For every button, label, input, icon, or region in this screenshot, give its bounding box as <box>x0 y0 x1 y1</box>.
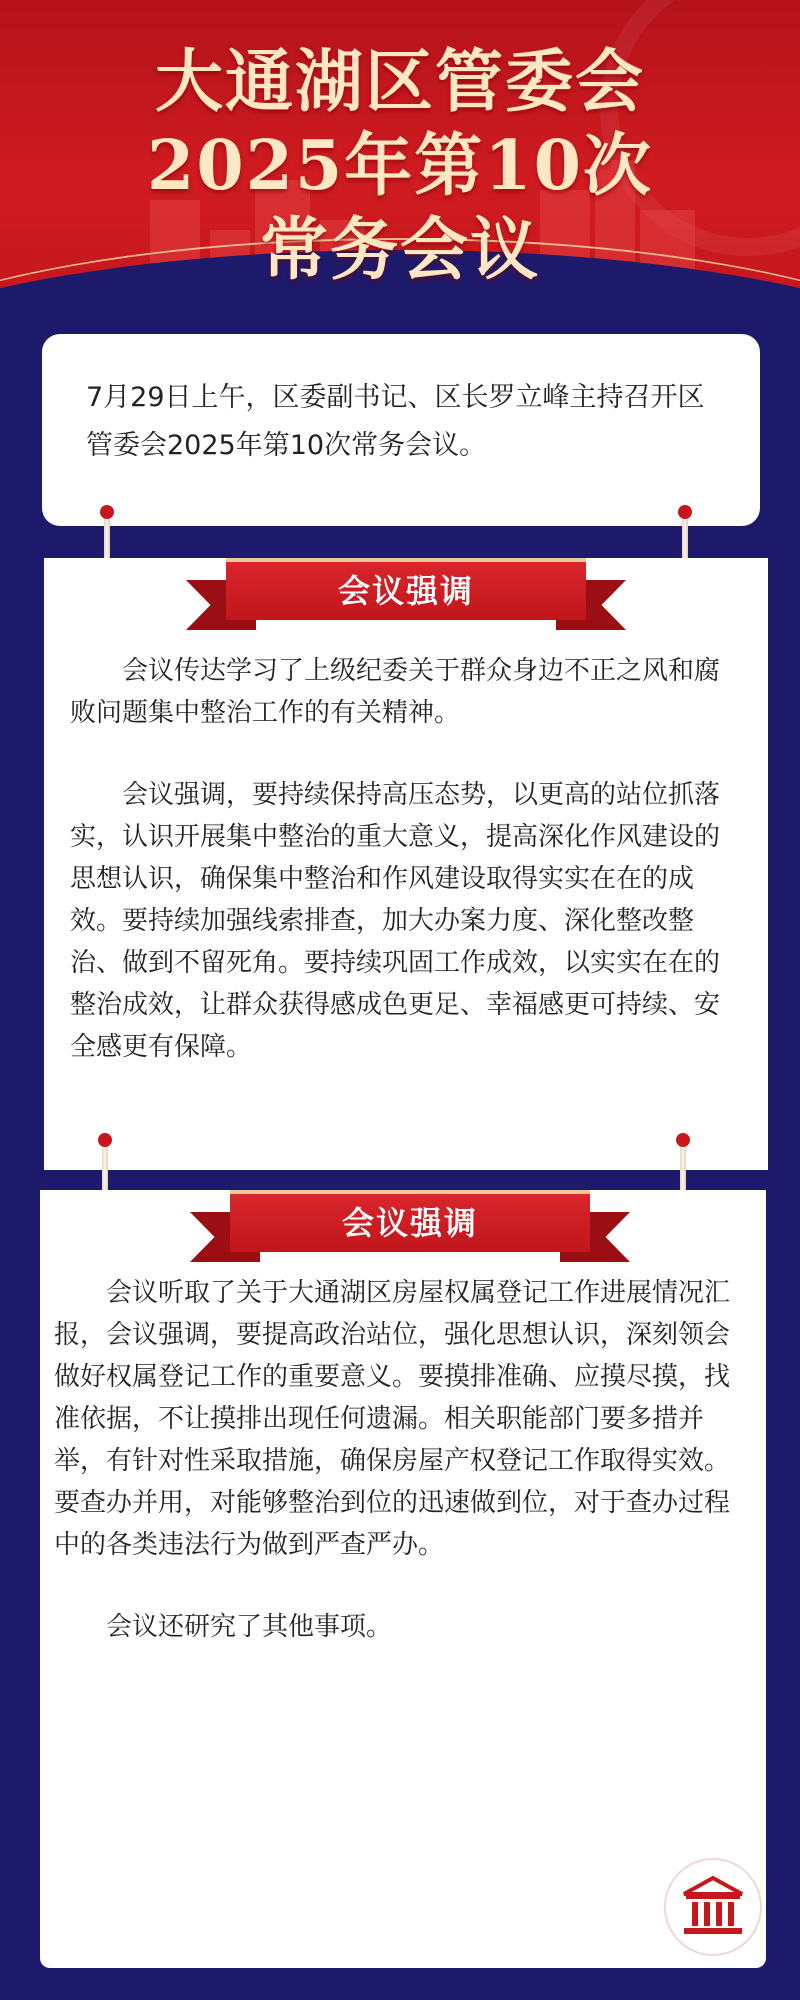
paragraph: 会议强调，要持续保持高压态势，以更高的站位抓落实，认识开展集中整治的重大意义，提高深化作风建设的思想认识，确保集中整治和作风建设取得实实在在的成效。要持续加强线索排查，加大办案力度、深化整改整治、做到不留死角。要持续巩固工作成效，以实实在在的整治成效，让群众获得感成色更足、幸福感更可持续、安全感更有保障。 <box>70 780 721 1062</box>
paragraph: 会议还研究了其他事项。 <box>106 1612 393 1642</box>
paragraph: 会议听取了关于大通湖区房屋权属登记工作进展情况汇报，会议强调，要提高政治站位，强化思想认识，深刻领会做好权属登记工作的重要意义。要摸排准确、应摸尽摸，找准依据，不让摸排出现任何遗漏。相关职能部门要多措并举，有针对性采取措施，确保房屋产权登记工作取得实效。要查办并用，对能够整治到位的迅速做到位，对于查办过程中的各类违法行为做到严查严办。 <box>54 1278 731 1560</box>
section-card-2 <box>40 1190 766 1968</box>
section-heading: 会议强调 <box>226 558 586 620</box>
section-heading-banner <box>190 1190 630 1270</box>
paragraph: 会议传达学习了上级纪委关于群众身边不正之风和腐败问题集中整治工作的有关精神。 <box>70 656 721 728</box>
intro-card <box>42 334 760 526</box>
section-heading: 会议强调 <box>230 1190 590 1252</box>
header-banner <box>0 0 800 330</box>
section-body <box>70 650 742 1108</box>
section-heading-banner <box>186 558 626 638</box>
section-body <box>54 1272 746 1688</box>
section-card-1 <box>44 558 768 1170</box>
page-title <box>0 40 800 292</box>
government-building-icon <box>664 1858 762 1956</box>
intro-text: 7月29日上午，区委副书记、区长罗立峰主持召开区管委会2025年第10次常务会议。 <box>86 382 705 461</box>
title-line-2: 2025年第10次 <box>147 126 653 206</box>
title-line-1: 大通湖区管委会 <box>154 42 645 122</box>
title-line-3: 常务会议 <box>259 210 540 290</box>
